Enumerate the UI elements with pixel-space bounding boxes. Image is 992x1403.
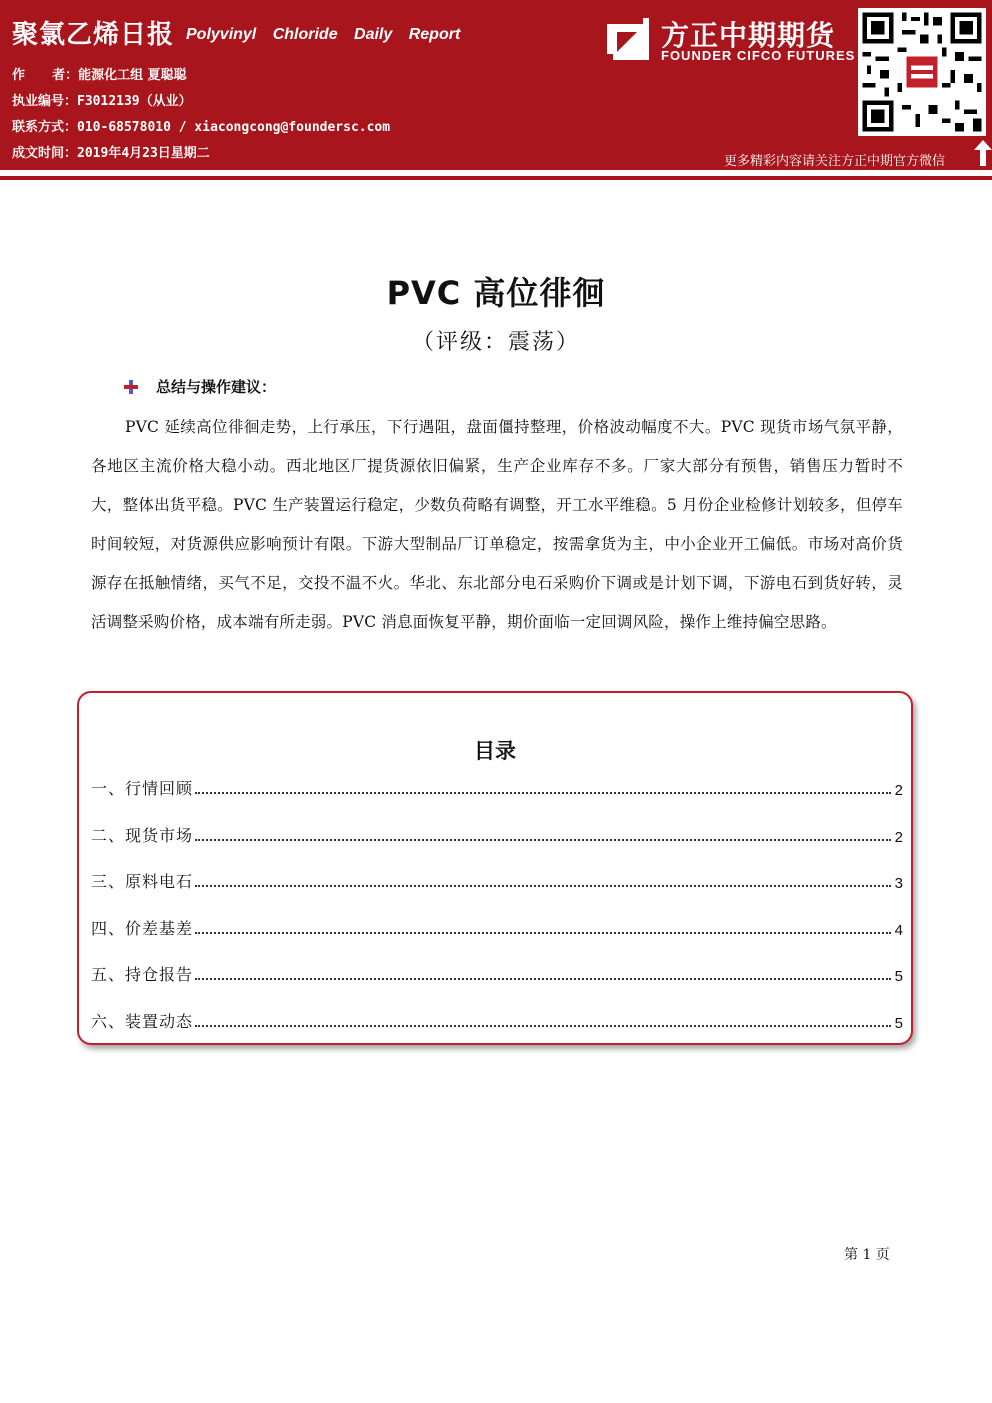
report-header-banner bbox=[0, 0, 992, 170]
founder-logo-icon bbox=[603, 14, 653, 64]
toc-item-page: 2 bbox=[894, 829, 903, 846]
arrow-up-icon bbox=[974, 140, 992, 166]
toc-item-page: 5 bbox=[894, 968, 903, 985]
toc-leader bbox=[195, 977, 891, 980]
toc-item-label: 六、装置动态 bbox=[91, 1012, 194, 1031]
toc-item-label: 一、行情回顾 bbox=[91, 779, 194, 798]
license-line bbox=[12, 90, 192, 109]
toc-leader bbox=[195, 884, 891, 887]
date-label: 成文时间： bbox=[12, 146, 78, 161]
company-logo bbox=[603, 14, 856, 66]
logo-text-cn: 方正中期期货 bbox=[661, 19, 836, 52]
wechat-follow-note: 更多精彩内容请关注方正中期官方微信 bbox=[724, 154, 946, 169]
toc-item[interactable] bbox=[91, 868, 903, 892]
toc-item-page: 5 bbox=[894, 1015, 903, 1032]
toc-item-label: 四、价差基差 bbox=[91, 919, 194, 938]
toc-item-label: 三、原料电石 bbox=[91, 872, 194, 891]
qr-code-icon bbox=[858, 8, 986, 136]
toc-item-page: 3 bbox=[894, 875, 903, 892]
toc-leader bbox=[195, 931, 891, 934]
table-of-contents bbox=[77, 691, 913, 1045]
toc-item-label: 二、现货市场 bbox=[91, 826, 194, 845]
bullet-icon bbox=[124, 380, 138, 394]
toc-item-page: 2 bbox=[894, 782, 903, 799]
contact-line bbox=[12, 116, 390, 135]
summary-heading-text: 总结与操作建议： bbox=[156, 378, 277, 396]
summary-heading bbox=[124, 376, 276, 397]
toc-item[interactable] bbox=[91, 1008, 903, 1032]
toc-item-page: 4 bbox=[894, 922, 903, 939]
logo-text-en: FOUNDER CIFCO FUTURES bbox=[661, 48, 856, 63]
toc-item[interactable] bbox=[91, 961, 903, 985]
toc-item[interactable] bbox=[91, 822, 903, 846]
contact-label: 联系方式： bbox=[12, 120, 78, 135]
author-label: 作 者： bbox=[12, 68, 79, 83]
wechat-qr-code[interactable] bbox=[858, 8, 986, 136]
report-title-cn: 聚氯乙烯日报 bbox=[12, 20, 175, 50]
toc-item[interactable] bbox=[91, 915, 903, 939]
report-title-en: Polyvinyl Chloride Daily Report bbox=[186, 26, 461, 43]
toc-title: 目录 bbox=[474, 739, 516, 763]
toc-leader bbox=[195, 838, 891, 841]
author-line bbox=[12, 64, 187, 83]
license-label: 执业编号： bbox=[12, 94, 78, 109]
page-number: 第 1 页 bbox=[844, 1247, 890, 1263]
date-line bbox=[12, 142, 210, 161]
toc-leader bbox=[195, 791, 891, 794]
toc-item-label: 五、持仓报告 bbox=[91, 965, 194, 984]
rating-label: （评级：震荡） bbox=[411, 330, 580, 355]
toc-item[interactable] bbox=[91, 775, 903, 799]
document-title: PVC 高位徘徊 bbox=[386, 274, 606, 312]
summary-paragraph: PVC 延续高位徘徊走势，上行承压，下行遇阻，盘面僵持整理，价格波动幅度不大。PVC 现货市场气氛平静，各地区主流价格大稳小动。西北地区厂提货源依旧偏紧，生产企业库存不多。厂家大部分有预售，销售压力暂时不大，整体出货平稳。PVC 生产装置运行稳定，少数负荷略有调整，开工水平维稳。5 月份企业检修计划较多，但停车时间较短，对货源供应影响预计有限。下游大型制品厂订单稳定，按需拿货为主，中小企业开工偏低。市场对高价货源存在抵触情绪，买气不足，交投不温不火。华北、东北部分电石采购价下调或是计划下调，下游电石到货好转，灵活调整采购价格，成本端有所走弱。PVC 消息面恢复平静，期价面临一定回调风险，操作上维持偏空思路。 bbox=[91, 418, 903, 631]
header-divider bbox=[0, 176, 992, 180]
toc-leader bbox=[195, 1024, 891, 1027]
author-value: 能源化工组 夏聪聪 bbox=[78, 68, 187, 83]
date-value: 2019年4月23日星期二 bbox=[77, 146, 210, 161]
contact-value[interactable]: 010-68578010 / xiacongcong@foundersc.com bbox=[77, 120, 391, 135]
license-value: F3012139（从业） bbox=[77, 94, 192, 109]
